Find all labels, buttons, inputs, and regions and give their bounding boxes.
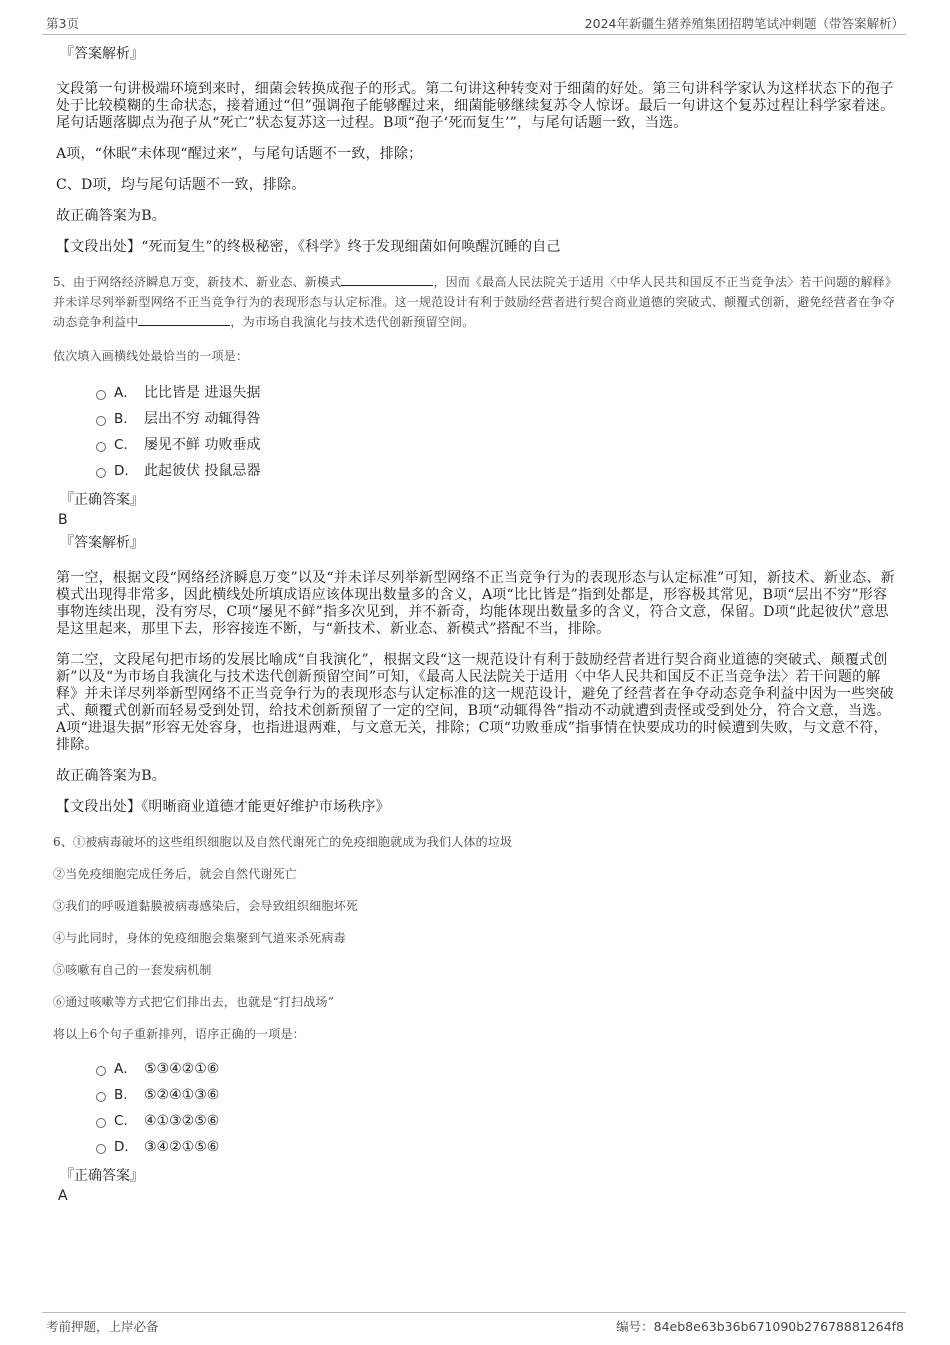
option-letter: D. [114,463,129,479]
analysis-paragraph: 第二空，文段尾句把市场的发展比喻成“自我演化”，根据文段“这一规范设计有利于鼓励经营者进行契合商业道德的突破式、颠覆式创新”以及“为市场自我演化与技术迭代创新预留空间”可知，《最高人民法院关于适用〈中华人民共和国反不正当竞争法〉若干问题的解释》并未详尽列举新型网络不正当竞争行为的表现形态与认定标准的这一规范设计，避免了经营者在争夺动态竞争利益中因为一些突破式、颠覆式创新而轻易受到处罚，给技术创新预留了一定的空间，B项“动辄得咎”指动不动就遭到责怪或受到处分，符合文意，当选。A项“进退失据”形容无处容身，也指进退两难，与文意无关，排除；C项“功败垂成”指事情在快要成功的时候遭到失败，与文意不符，排除。 [56,652,894,753]
radio-icon[interactable] [96,442,106,452]
question-stem-text: ，因而《最高人民法院关于适用〈中华人民共和国反不正当竞争法〉若干问题的解释》并未详尽列举新型网络不正当竞争行为的表现形态与认定标准。这一规范设计有利于鼓励经营者进行契合商业道德的突破式、颠覆式创新，避免经营者在争夺动态竞争利益中 [53,275,895,329]
page-footer [42,1312,906,1335]
footer-slogan: 考前押题，上岸必备 [46,1319,159,1334]
option-letter: B. [114,1087,128,1103]
question-stem-text: 5、由于网络经济瞬息万变，新技术、新业态、新模式 [53,275,342,289]
page-number: 第3页 [46,16,79,31]
radio-icon[interactable] [96,1118,106,1128]
option-a[interactable] [96,380,896,406]
correct-answer-label: 『正确答案』 [60,1168,144,1184]
option-text: 屡见不鲜 功败垂成 [144,437,261,453]
page-header [42,14,906,35]
analysis-paragraph: 故正确答案为B。 [56,208,166,224]
question-instruction: 依次填入画横线处最恰当的一项是： [53,349,249,363]
correct-answer: A [58,1188,68,1204]
option-a[interactable] [96,1056,896,1082]
analysis-paragraph: 文段第一句讲极端环境到来时，细菌会转换成孢子的形式。第二句讲这种转变对于细菌的好处。第三句讲科学家认为这样状态下的孢子处于比较模糊的生命状态，接着通过“但”强调孢子能够醒过来，细菌能够继续复苏令人惊讶。最后一句讲这个复苏过程让科学家着迷。尾句话题落脚点为孢子从“死亡”状态复苏这一过程。B项“孢子‘死而复生’”，与尾句话题一致，当选。 [56,81,895,131]
radio-icon[interactable] [96,1066,106,1076]
option-letter: C. [114,437,128,453]
option-d[interactable] [96,458,896,484]
option-letter: A． [114,385,137,401]
analysis-paragraph: 故正确答案为B。 [56,768,166,784]
question-5-options [96,380,896,484]
document-code: 编号：84eb8e63b36b671090b27678881264f8 [616,1319,904,1334]
option-letter: C. [114,1113,128,1129]
document-title: 2024年新疆生猪养殖集团招聘笔试冲刺题（带答案解析） [584,16,904,31]
correct-answer-label: 『正确答案』 [60,492,144,508]
source-citation: 【文段出处】《明晰商业道德才能更好维护市场秩序》 [56,799,390,815]
analysis-label: 『答案解析』 [60,535,144,551]
radio-icon[interactable] [96,468,106,478]
analysis-paragraph: C、D项，均与尾句话题不一致，排除。 [56,177,306,193]
analysis-label: 『答案解析』 [60,46,144,62]
option-letter: B. [114,411,128,427]
question-5-stem [53,272,896,332]
radio-icon[interactable] [96,1092,106,1102]
question-instruction: 将以上6个句子重新排列，语序正确的一项是： [53,1027,305,1041]
radio-icon[interactable] [96,416,106,426]
radio-icon[interactable] [96,390,106,400]
option-d[interactable] [96,1134,896,1160]
option-text: ⑤③④②①⑥ [144,1061,220,1077]
document-body [53,46,896,1211]
question-6-sentence: ③我们的呼吸道黏膜被病毒感染后，会导致组织细胞坏死 [53,899,359,913]
option-text: ④①③②⑤⑥ [144,1113,220,1129]
option-text: ③④②①⑤⑥ [144,1139,220,1155]
question-stem-text: ，为市场自我演化与技术迭代创新预留空间。 [230,315,475,329]
question-6-sentence: ⑤咳嗽有自己的一套发病机制 [53,963,212,977]
fill-blank [138,313,230,326]
question-6-sentence: ②当免疫细胞完成任务后，就会自然代谢死亡 [53,867,298,881]
radio-icon[interactable] [96,1144,106,1154]
analysis-paragraph: A项，“休眠”未体现“醒过来”，与尾句话题不一致，排除； [56,146,423,162]
question-6-sentence: ⑥通过咳嗽等方式把它们排出去，也就是“打扫战场” [53,995,335,1009]
option-text: 比比皆是 进退失据 [144,385,261,401]
correct-answer: B [58,512,68,528]
option-text: 此起彼伏 投鼠忌器 [144,463,261,479]
option-letter: A． [114,1061,137,1077]
option-letter: D. [114,1139,129,1155]
question-6-sentence: 6、①被病毒破坏的这些组织细胞以及自然代谢死亡的免疫细胞就成为我们人体的垃圾 [53,835,513,849]
analysis-paragraph: 第一空，根据文段“网络经济瞬息万变”以及“并未详尽列举新型网络不正当竞争行为的表现形态与认定标准”可知，新技术、新业态、新模式出现得非常多，因此横线处所填成语应该体现出数量多的含义，A项“比比皆是”指到处都是，形容极其常见，B项“层出不穷”形容事物连续出现，没有穷尽，C项“屡见不鲜”指多次见到，并不新奇，均能体现出数量多的含义，符合文意，保留。D项“此起彼伏”意思是这里起来，那里下去，形容接连不断，与“新技术、新业态、新模式”搭配不当，排除。 [56,570,895,637]
option-c[interactable] [96,1108,896,1134]
question-6-options [96,1056,896,1160]
option-b[interactable] [96,406,896,432]
fill-blank [341,273,433,286]
option-text: ⑤②④①③⑥ [144,1087,220,1103]
option-b[interactable] [96,1082,896,1108]
source-citation: 【文段出处】“死而复生”的终极秘密，《科学》终于发现细菌如何唤醒沉睡的自己 [56,239,561,255]
option-text: 层出不穷 动辄得咎 [144,411,261,427]
question-6-sentence: ④与此同时，身体的免疫细胞会集聚到气道来杀死病毒 [53,931,346,945]
option-c[interactable] [96,432,896,458]
